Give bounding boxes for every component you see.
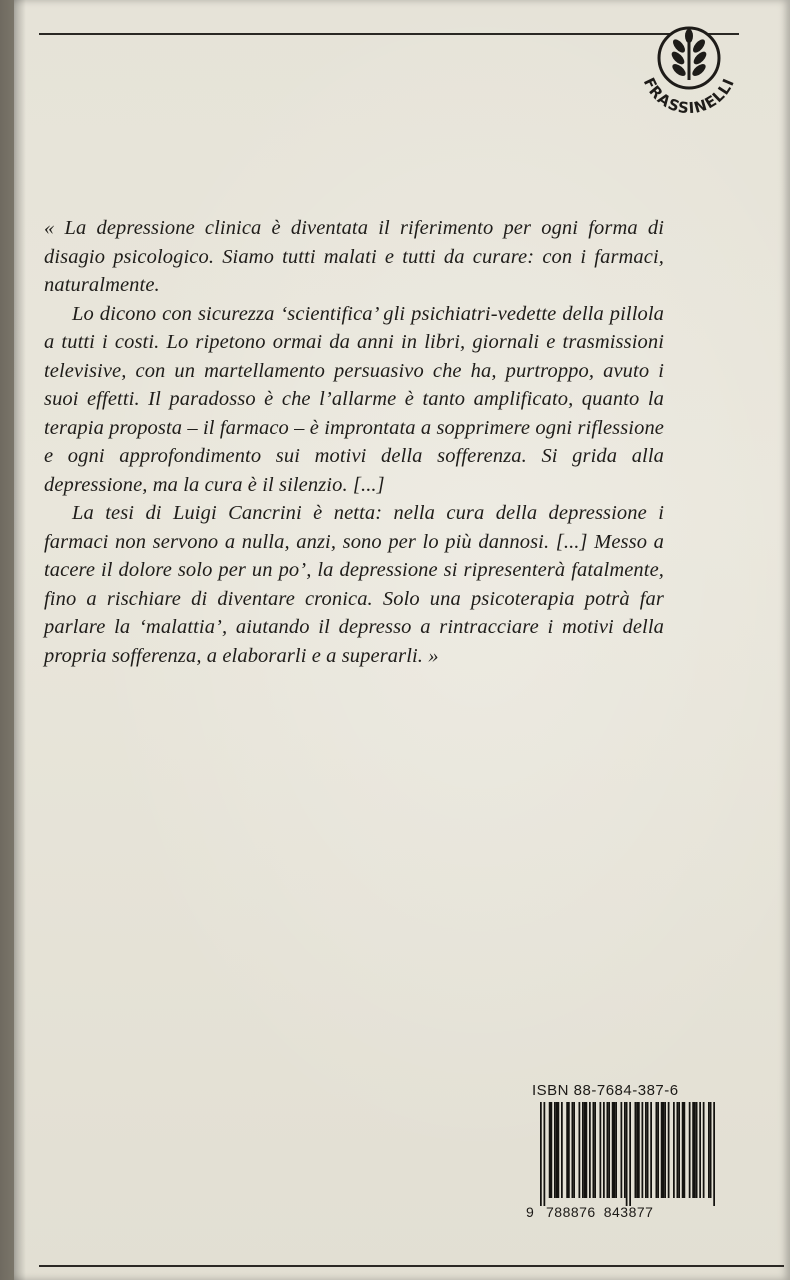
back-cover-blurb [44, 214, 664, 670]
barcode-bar [694, 1102, 696, 1198]
barcode-bar [710, 1102, 712, 1198]
barcode-bar [699, 1102, 701, 1198]
barcode-bar [554, 1102, 556, 1198]
barcode-bar [573, 1102, 575, 1198]
publisher-name: FRASSINELLI [639, 74, 739, 118]
barcode-bar [607, 1102, 609, 1198]
blurb-paragraph-1: « La depressione clinica è diventata il riferimento per ogni forma di disagio psicologico. Siamo tutti malati e tutti da curare: con i farmaci, naturalmente. [44, 217, 664, 296]
bottom-rule [39, 1265, 784, 1267]
barcode-digit-prefix: 9 [526, 1204, 535, 1220]
barcode-digits [526, 1204, 716, 1220]
barcode-bar [566, 1102, 568, 1198]
isbn-barcode [526, 1082, 716, 1232]
barcode-bar [612, 1102, 614, 1198]
barcode-bar [582, 1102, 584, 1198]
barcode-bar [589, 1102, 591, 1198]
barcode-bar [544, 1102, 546, 1206]
barcode-bar [600, 1102, 602, 1198]
barcode-bar [568, 1102, 570, 1198]
barcode-bar [608, 1102, 610, 1198]
publisher-logo-svg [619, 10, 749, 130]
barcode-bar [642, 1102, 644, 1198]
barcode-bar [692, 1102, 694, 1198]
barcode-bar [549, 1102, 551, 1198]
barcode-bar [629, 1102, 631, 1206]
barcode-bar [540, 1102, 542, 1206]
barcode-bar [645, 1102, 647, 1198]
barcode-bar [696, 1102, 698, 1198]
barcode-bar [624, 1102, 626, 1198]
barcode-digits-left: 788876 [546, 1204, 596, 1220]
book-back-cover [14, 0, 790, 1280]
barcode-bar [661, 1102, 663, 1198]
barcode-bar [638, 1102, 640, 1198]
barcode-bar [682, 1102, 684, 1198]
barcode-bar [551, 1102, 553, 1198]
barcode-bar [673, 1102, 675, 1198]
barcode-bar [556, 1102, 558, 1198]
barcode-bar [636, 1102, 638, 1198]
barcode-bar [647, 1102, 649, 1198]
barcode-bar [703, 1102, 705, 1198]
barcode-bar [584, 1102, 586, 1198]
barcode-bars [526, 1102, 716, 1206]
blurb-paragraph-3: La tesi di Luigi Cancrini è netta: nella cura della depressione i farmaci non servono a nulla, anzi, sono per lo più dannosi. [...] Messo a tacere il dolore solo per un po’, la depressione si ripresenterà fatalmente, fino a rischiare di diventare cronica. Solo una psicoterapia potrà far parlare la ‘malattia’, aiutando il depresso a rintracciare i motivi della propria sofferenza, a elaborarli e a superarli. » [44, 502, 664, 667]
barcode-digits-right: 843877 [603, 1204, 654, 1220]
leaf-top [685, 29, 693, 43]
barcode-bar [657, 1102, 659, 1198]
barcode-bar [603, 1102, 605, 1198]
barcode-bar [621, 1102, 623, 1198]
barcode-bar [678, 1102, 680, 1198]
barcode-bar [614, 1102, 616, 1198]
barcode-bar [664, 1102, 666, 1198]
publisher-logo [619, 10, 749, 130]
barcode-bar [663, 1102, 665, 1198]
barcode-bar [615, 1102, 617, 1198]
barcode-bar [684, 1102, 686, 1198]
blurb-paragraph-2: Lo dicono con sicurezza ‘scientifica’ gli psichiatri-vedette della pillola a tutti i costi. Lo ripetono ormai da anni in libri, giornali e trasmissioni televisive, con un martellamento persuasivo che ha, purtroppo, avuto i suoi effetti. Il paradosso è che l’allarme è tanto amplificato, quanto la terapia proposta – il farmaco – è improntata a sopprimere ogni riflessione e ogni approfondimento sui motivi della sofferenza. Si grida alla depressione, ma la cura è il silenzio. [...] [44, 302, 664, 496]
barcode-bar [668, 1102, 670, 1198]
spine-shadow [14, 0, 26, 1280]
barcode-bar [594, 1102, 596, 1198]
barcode-bar [650, 1102, 652, 1198]
barcode-bar [626, 1102, 628, 1206]
barcode-bar [656, 1102, 658, 1198]
barcode-bar [572, 1102, 574, 1198]
barcode-bar [677, 1102, 679, 1198]
barcode-bar [579, 1102, 581, 1198]
barcode-bar [586, 1102, 588, 1198]
barcode-bar [689, 1102, 691, 1198]
barcode-bar [558, 1102, 560, 1198]
barcode-bar [635, 1102, 637, 1198]
barcode-bar [713, 1102, 715, 1206]
barcode-bar [561, 1102, 563, 1198]
barcode-bar [708, 1102, 710, 1198]
isbn-label: ISBN 88-7684-387-6 [532, 1082, 679, 1099]
barcode-bar [593, 1102, 595, 1198]
